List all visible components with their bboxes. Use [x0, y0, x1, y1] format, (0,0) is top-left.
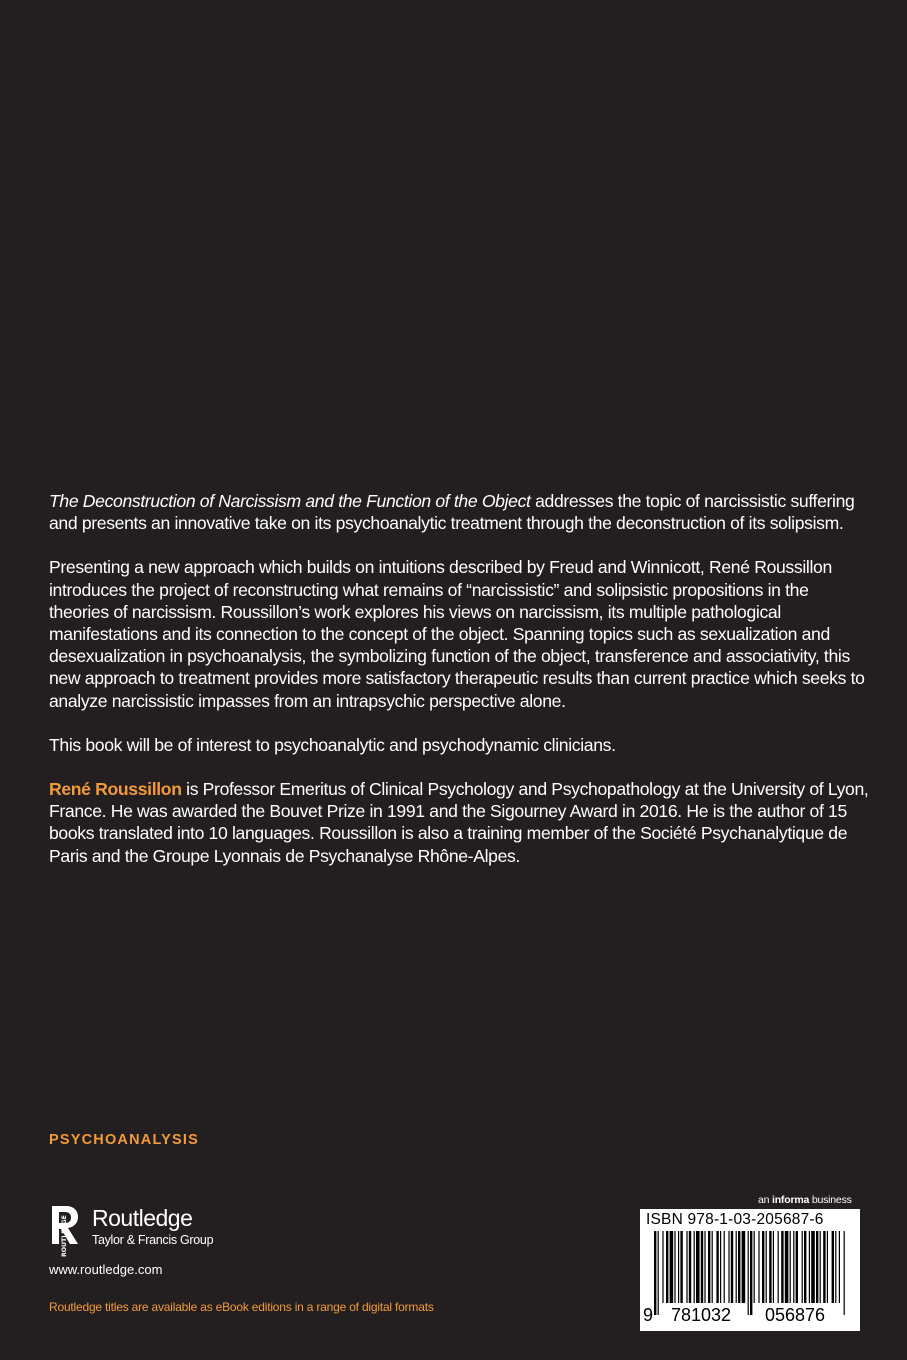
intro-paragraph: [49, 490, 869, 534]
barcode-bar: [658, 1231, 659, 1315]
barcode-bar: [835, 1231, 836, 1303]
routledge-r-icon: [49, 1204, 81, 1258]
informa-business-label: an informa business: [758, 1194, 852, 1206]
routledge-logo: [49, 1204, 213, 1258]
barcode-bar: [844, 1231, 845, 1315]
barcode-bar: [738, 1231, 740, 1303]
isbn-barcode: [640, 1209, 860, 1331]
barcode-bar: [680, 1231, 682, 1303]
audience-paragraph: This book will be of interest to psychoanalytic and psychodynamic clinicians.: [49, 734, 616, 755]
barcode-digits: [640, 1305, 860, 1329]
description-paragraph: Presenting a new approach which builds on intuitions described by Freud and Winnicott, René Roussillon introduces the project of reconstructing what remains of “narcissistic” and solipsistic propositions in the theories of narcissism. Roussillon’s work explores his views on narcissism, its multiple pathological manifestations and its connection to the concept of the object. Spanning topics such as sexualization and desexualization in psychoanalysis, the symbolizing function of the object, transference and associativity, this new approach to treatment provides more satisfactory therapeutic results than current practice which seeks to analyze narcissistic impasses from an intrapsychic perspective alone.: [49, 557, 865, 711]
barcode-bar: [701, 1231, 703, 1303]
barcode-digit-first: 9: [643, 1305, 654, 1325]
ebook-note: Routledge titles are available as eBook editions in a range of digital formats: [49, 1300, 434, 1314]
barcode-bar: [694, 1231, 695, 1303]
barcode-bar: [781, 1231, 783, 1303]
logo-mark-text: ROUTLEDGE: [61, 1215, 68, 1257]
barcode-bar: [811, 1231, 815, 1303]
barcode-bar: [670, 1231, 674, 1303]
author-bio: is Professor Emeritus of Clinical Psychology and Psychopathology at the University of Lyon, France. He was awarded the Bouvet Prize in 1991 and the Sigourney Award in 2016. He is the author of 15 books translated into 10 languages. Roussillon is also a training member of the Société Psychanalytique de Paris and the Groupe Lyonnais de Psychanalyse Rhône-Alpes.: [49, 779, 869, 866]
barcode-bar: [766, 1231, 767, 1303]
author-name: René Roussillon: [49, 779, 182, 800]
publisher-website[interactable]: www.routledge.com: [49, 1262, 163, 1277]
barcode-bar: [827, 1231, 828, 1303]
barcode-bar: [742, 1231, 746, 1303]
barcode-bar: [666, 1231, 668, 1303]
barcode-bar: [750, 1231, 752, 1315]
informa-brand: informa: [772, 1194, 810, 1206]
barcode-bar: [728, 1231, 729, 1303]
barcode-bar: [762, 1231, 764, 1303]
barcode-bar: [736, 1231, 737, 1303]
barcode-bar: [731, 1231, 733, 1303]
barcode-digits-right: 056876: [765, 1305, 826, 1325]
author-bio-paragraph: [49, 778, 869, 867]
barcode-bar: [796, 1231, 798, 1303]
barcode-bar: [820, 1231, 821, 1303]
barcode-bar: [785, 1231, 789, 1303]
barcode-bar: [823, 1231, 825, 1303]
intro-text: addresses the topic of narcissistic suffering and presents an innovative take on its psychoanalytic treatment through the deconstruction of its solipsism.: [49, 491, 855, 534]
back-cover-blurb: [49, 490, 869, 889]
isbn-label: ISBN 978-1-03-205687-6: [646, 1211, 824, 1228]
barcode-bar: [674, 1231, 675, 1303]
barcode-bars: [654, 1231, 846, 1315]
barcode-bar: [809, 1231, 810, 1303]
category-label: PSYCHOANALYSIS: [49, 1132, 200, 1148]
barcode-bar: [839, 1231, 840, 1303]
barcode-bar: [724, 1231, 725, 1303]
barcode-bar: [654, 1231, 656, 1315]
barcode-bar: [720, 1231, 721, 1303]
logo-text: [92, 1204, 213, 1248]
barcode-bar: [793, 1231, 794, 1303]
barcode-bar: [678, 1231, 679, 1303]
publisher-name: Routledge: [92, 1205, 193, 1231]
barcode-bar: [696, 1231, 700, 1303]
barcode-bar: [802, 1231, 803, 1303]
barcode-bar: [758, 1231, 759, 1303]
publisher-group: Taylor & Francis Group: [92, 1233, 214, 1247]
barcode-bar: [804, 1231, 806, 1303]
barcode-bar: [748, 1231, 749, 1315]
barcode-bar: [773, 1231, 774, 1303]
barcode-bar: [754, 1231, 755, 1303]
barcode-bar: [769, 1231, 771, 1303]
barcode-bar: [686, 1231, 687, 1303]
barcode-bar: [816, 1231, 818, 1303]
barcode-digits-left: 781032: [671, 1305, 732, 1325]
barcode-bar: [790, 1231, 791, 1303]
barcode-bar: [716, 1231, 718, 1303]
book-title: The Deconstruction of Narcissism and the Function of the Object: [49, 491, 531, 511]
barcode-bar: [689, 1231, 691, 1303]
barcode-bar: [662, 1231, 663, 1303]
barcode-bar: [704, 1231, 705, 1303]
barcode-bar: [712, 1231, 713, 1303]
barcode-bar: [778, 1231, 779, 1303]
barcode-bar: [832, 1231, 834, 1303]
barcode-bar: [708, 1231, 710, 1303]
